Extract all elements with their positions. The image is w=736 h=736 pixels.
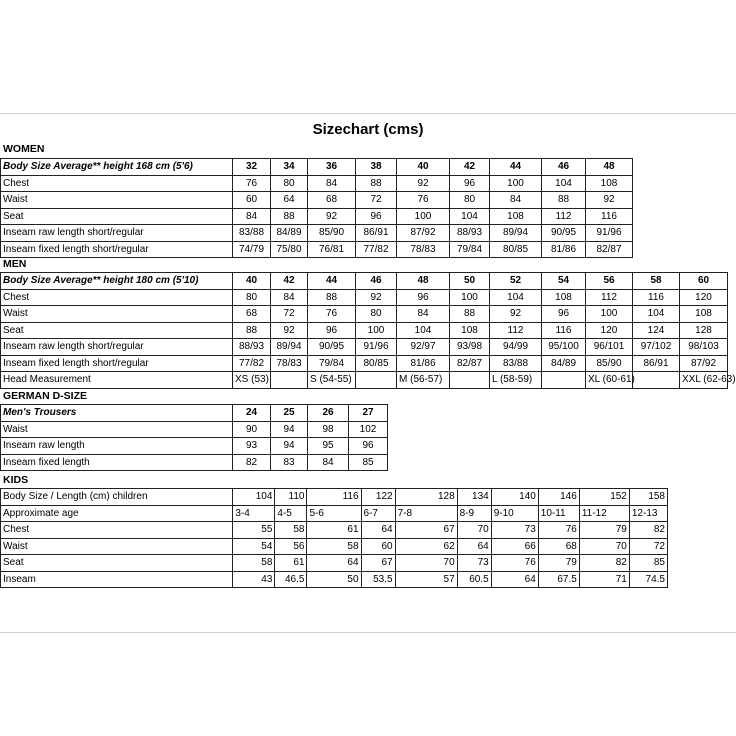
table-row: [1, 438, 388, 455]
size-header: 56: [586, 273, 633, 290]
table-cell: 110: [275, 489, 307, 506]
table-cell: 60: [233, 192, 271, 209]
table-cell: 83/88: [490, 355, 542, 372]
size-header: 38: [356, 159, 397, 176]
table-cell: XL (60-61): [586, 372, 633, 389]
table-cell: 108: [450, 322, 490, 339]
table-cell: 88: [308, 289, 356, 306]
table-cell: 152: [579, 489, 629, 506]
row-label: Waist: [1, 421, 233, 438]
table-cell: 128: [395, 489, 457, 506]
table-cell: 67: [361, 555, 395, 572]
table-cell: 92: [308, 208, 356, 225]
table-cell: 81/86: [542, 241, 586, 258]
table-cell: 86/91: [356, 225, 397, 242]
table-cell: 96: [349, 438, 388, 455]
table-cell: 88: [450, 306, 490, 323]
table-cell: 76: [538, 522, 579, 539]
table-cell: 96/101: [586, 339, 633, 356]
table-cell: 146: [538, 489, 579, 506]
size-header: 40: [233, 273, 271, 290]
table-cell: 57: [395, 571, 457, 588]
table-cell: 89/94: [490, 225, 542, 242]
table-cell: 124: [633, 322, 680, 339]
table-cell: 10-11: [538, 505, 579, 522]
table-cell: 122: [361, 489, 395, 506]
table-cell: 64: [457, 538, 491, 555]
table-cell: 60.5: [457, 571, 491, 588]
table-cell: 56: [275, 538, 307, 555]
men-table: [0, 272, 736, 389]
row-label: Body Size / Length (cm) children: [1, 489, 233, 506]
table-cell: 76: [308, 306, 356, 323]
size-header: 60: [680, 273, 728, 290]
table-cell: 84: [271, 289, 308, 306]
table-cell: 84/89: [271, 225, 308, 242]
table-cell: 76/81: [308, 241, 356, 258]
table-cell: 78/83: [397, 241, 450, 258]
table-cell: 70: [457, 522, 491, 539]
table-cell: 84/89: [542, 355, 586, 372]
table-cell: 96: [308, 322, 356, 339]
table-cell: 94: [271, 421, 308, 438]
table-cell: 75/80: [271, 241, 308, 258]
table-cell: 90: [233, 421, 271, 438]
table-cell: 64: [361, 522, 395, 539]
table-row: [1, 454, 388, 471]
table-cell: XXL (62-63): [680, 372, 728, 389]
women-table: [0, 158, 633, 258]
table-cell: 100: [450, 289, 490, 306]
table-cell: 61: [275, 555, 307, 572]
table-cell: 58: [233, 555, 275, 572]
table-cell: 88: [356, 175, 397, 192]
table-cell: 83: [271, 454, 308, 471]
table-cell: 12-13: [629, 505, 667, 522]
table-cell: 5-6: [307, 505, 361, 522]
row-label: Chest: [1, 522, 233, 539]
table-cell: 108: [542, 289, 586, 306]
row-label: Inseam raw length short/regular: [1, 225, 233, 242]
table-cell: 7-8: [395, 505, 457, 522]
table-cell: L (58-59): [490, 372, 542, 389]
table-cell: 92: [490, 306, 542, 323]
header-label: Body Size Average** height 168 cm (5'6): [1, 159, 233, 176]
table-cell: 88: [542, 192, 586, 209]
table-cell: 85: [349, 454, 388, 471]
table-cell: 88: [233, 322, 271, 339]
table-cell: 79/84: [450, 241, 490, 258]
table-cell: 100: [586, 306, 633, 323]
size-header: 36: [308, 159, 356, 176]
table-cell: 79: [538, 555, 579, 572]
header-row: [1, 405, 388, 422]
size-header: 44: [490, 159, 542, 176]
table-cell: 84: [308, 454, 349, 471]
row-label: Seat: [1, 555, 233, 572]
size-header: 34: [271, 159, 308, 176]
table-cell: 128: [680, 322, 728, 339]
row-label: Inseam fixed length: [1, 454, 233, 471]
table-cell: 64: [307, 555, 361, 572]
table-cell: 61: [307, 522, 361, 539]
table-row: [1, 192, 633, 209]
table-cell: 108: [680, 306, 728, 323]
header-label: Men's Trousers: [1, 405, 233, 422]
table-cell: 98: [308, 421, 349, 438]
table-cell: 104: [633, 306, 680, 323]
table-cell: 96: [450, 175, 490, 192]
table-cell: 80: [271, 175, 308, 192]
table-cell: 93: [233, 438, 271, 455]
size-header: 25: [271, 405, 308, 422]
row-label: Chest: [1, 175, 233, 192]
size-header: 48: [586, 159, 633, 176]
table-cell: 68: [308, 192, 356, 209]
table-cell: 104: [450, 208, 490, 225]
table-cell: 68: [233, 306, 271, 323]
table-cell: 58: [307, 538, 361, 555]
table-cell: 80/85: [490, 241, 542, 258]
table-row: [1, 372, 728, 389]
table-cell: 92: [271, 322, 308, 339]
table-cell: 58: [275, 522, 307, 539]
table-cell: 80/85: [356, 355, 397, 372]
table-cell: 120: [680, 289, 728, 306]
size-header: 42: [450, 159, 490, 176]
header-row: [1, 273, 728, 290]
men-heading: MEN: [3, 258, 27, 270]
table-row: [1, 538, 668, 555]
table-cell: 85/90: [586, 355, 633, 372]
size-header: 40: [397, 159, 450, 176]
table-cell: 88/93: [233, 339, 271, 356]
table-cell: 108: [586, 175, 633, 192]
table-cell: 97/102: [633, 339, 680, 356]
table-cell: 82: [629, 522, 667, 539]
table-cell: 88/93: [450, 225, 490, 242]
table-cell: 84: [397, 306, 450, 323]
table-cell: 104: [542, 175, 586, 192]
size-header: 46: [356, 273, 397, 290]
table-row: [1, 306, 728, 323]
table-cell: 64: [271, 192, 308, 209]
german-heading: GERMAN D-SIZE: [3, 390, 87, 402]
table-row: [1, 175, 633, 192]
table-cell: 67.5: [538, 571, 579, 588]
table-cell: 76: [491, 555, 538, 572]
row-label: Inseam: [1, 571, 233, 588]
row-label: Seat: [1, 322, 233, 339]
table-row: [1, 505, 668, 522]
table-cell: 92: [356, 289, 397, 306]
table-cell: 112: [586, 289, 633, 306]
table-row: [1, 421, 388, 438]
size-header: 42: [271, 273, 308, 290]
table-cell: 158: [629, 489, 667, 506]
table-cell: 91/96: [586, 225, 633, 242]
table-cell: 79/84: [308, 355, 356, 372]
table-cell: [450, 372, 490, 389]
table-cell: 93/98: [450, 339, 490, 356]
table-cell: 104: [397, 322, 450, 339]
table-cell: 87/92: [397, 225, 450, 242]
row-label: Approximate age: [1, 505, 233, 522]
table-cell: 88: [271, 208, 308, 225]
row-label: Head Measurement: [1, 372, 233, 389]
table-cell: 77/82: [356, 241, 397, 258]
table-cell: 84: [490, 192, 542, 209]
table-cell: 46.5: [275, 571, 307, 588]
table-cell: 102: [349, 421, 388, 438]
row-label: Waist: [1, 306, 233, 323]
table-cell: 54: [233, 538, 275, 555]
table-row: [1, 339, 728, 356]
table-cell: 70: [395, 555, 457, 572]
table-cell: 53.5: [361, 571, 395, 588]
table-cell: 84: [233, 208, 271, 225]
table-cell: 104: [233, 489, 275, 506]
size-header: 27: [349, 405, 388, 422]
table-cell: 108: [490, 208, 542, 225]
table-cell: 82/87: [450, 355, 490, 372]
table-cell: M (56-57): [397, 372, 450, 389]
table-cell: 72: [356, 192, 397, 209]
size-header: 50: [450, 273, 490, 290]
table-cell: 116: [633, 289, 680, 306]
table-cell: 82/87: [586, 241, 633, 258]
table-cell: 100: [490, 175, 542, 192]
size-header: 46: [542, 159, 586, 176]
table-cell: 140: [491, 489, 538, 506]
table-cell: 73: [457, 555, 491, 572]
table-cell: 72: [271, 306, 308, 323]
table-cell: 78/83: [271, 355, 308, 372]
table-cell: 9-10: [491, 505, 538, 522]
table-cell: 90/95: [542, 225, 586, 242]
table-row: [1, 322, 728, 339]
table-cell: 72: [629, 538, 667, 555]
row-label: Inseam raw length: [1, 438, 233, 455]
table-cell: 50: [307, 571, 361, 588]
table-cell: 66: [491, 538, 538, 555]
table-cell: 8-9: [457, 505, 491, 522]
table-cell: 116: [542, 322, 586, 339]
table-cell: 91/96: [356, 339, 397, 356]
table-row: [1, 225, 633, 242]
row-label: Chest: [1, 289, 233, 306]
table-cell: 68: [538, 538, 579, 555]
table-cell: 74.5: [629, 571, 667, 588]
table-cell: 77/82: [233, 355, 271, 372]
table-cell: 82: [579, 555, 629, 572]
table-cell: 92/97: [397, 339, 450, 356]
table-cell: 73: [491, 522, 538, 539]
page-title: Sizechart (cms): [312, 121, 424, 138]
table-cell: 85: [629, 555, 667, 572]
table-cell: 55: [233, 522, 275, 539]
table-cell: 85/90: [308, 225, 356, 242]
table-cell: 74/79: [233, 241, 271, 258]
table-cell: 6-7: [361, 505, 395, 522]
table-cell: 104: [490, 289, 542, 306]
german-table: [0, 404, 388, 471]
table-cell: [633, 372, 680, 389]
size-header: 44: [308, 273, 356, 290]
table-cell: [356, 372, 397, 389]
table-row: [1, 522, 668, 539]
row-label: Inseam raw length short/regular: [1, 339, 233, 356]
table-row: [1, 355, 728, 372]
table-row: [1, 289, 728, 306]
row-label: Seat: [1, 208, 233, 225]
size-header: 26: [308, 405, 349, 422]
table-cell: XS (53): [233, 372, 271, 389]
table-cell: 4-5: [275, 505, 307, 522]
size-header: 24: [233, 405, 271, 422]
table-cell: 92: [586, 192, 633, 209]
row-label: Inseam fixed length short/regular: [1, 241, 233, 258]
table-cell: 70: [579, 538, 629, 555]
size-header: 52: [490, 273, 542, 290]
table-cell: 83/88: [233, 225, 271, 242]
table-cell: 95: [308, 438, 349, 455]
table-cell: 43: [233, 571, 275, 588]
table-cell: 116: [586, 208, 633, 225]
table-cell: 96: [397, 289, 450, 306]
table-cell: 81/86: [397, 355, 450, 372]
table-cell: 80: [450, 192, 490, 209]
table-cell: 79: [579, 522, 629, 539]
header-row: [1, 159, 633, 176]
table-cell: 76: [397, 192, 450, 209]
table-cell: 98/103: [680, 339, 728, 356]
table-cell: 95/100: [542, 339, 586, 356]
size-header: 58: [633, 273, 680, 290]
table-row: [1, 489, 668, 506]
table-cell: 62: [395, 538, 457, 555]
table-cell: S (54-55): [308, 372, 356, 389]
table-cell: 67: [395, 522, 457, 539]
table-cell: 100: [356, 322, 397, 339]
table-cell: 116: [307, 489, 361, 506]
table-cell: 89/94: [271, 339, 308, 356]
kids-heading: KIDS: [3, 474, 29, 486]
table-cell: 96: [356, 208, 397, 225]
women-heading: WOMEN: [3, 143, 45, 155]
table-cell: 94/99: [490, 339, 542, 356]
table-cell: 100: [397, 208, 450, 225]
table-cell: 11-12: [579, 505, 629, 522]
row-label: Inseam fixed length short/regular: [1, 355, 233, 372]
table-cell: 60: [361, 538, 395, 555]
table-cell: 76: [233, 175, 271, 192]
table-row: [1, 571, 668, 588]
header-label: Body Size Average** height 180 cm (5'10): [1, 273, 233, 290]
table-cell: 84: [308, 175, 356, 192]
table-cell: 96: [542, 306, 586, 323]
table-row: [1, 555, 668, 572]
kids-table: [0, 488, 668, 588]
row-label: Waist: [1, 538, 233, 555]
table-cell: 86/91: [633, 355, 680, 372]
table-cell: 64: [491, 571, 538, 588]
table-row: [1, 208, 633, 225]
table-cell: 112: [490, 322, 542, 339]
size-header: 54: [542, 273, 586, 290]
table-cell: 120: [586, 322, 633, 339]
table-cell: 82: [233, 454, 271, 471]
row-label: Waist: [1, 192, 233, 209]
table-cell: 94: [271, 438, 308, 455]
table-row: [1, 241, 633, 258]
size-header: 32: [233, 159, 271, 176]
table-cell: [542, 372, 586, 389]
table-cell: [271, 372, 308, 389]
table-cell: 92: [397, 175, 450, 192]
table-cell: 80: [356, 306, 397, 323]
table-cell: 3-4: [233, 505, 275, 522]
table-cell: 71: [579, 571, 629, 588]
table-cell: 87/92: [680, 355, 728, 372]
table-cell: 80: [233, 289, 271, 306]
size-header: 48: [397, 273, 450, 290]
table-cell: 90/95: [308, 339, 356, 356]
table-cell: 112: [542, 208, 586, 225]
table-cell: 134: [457, 489, 491, 506]
